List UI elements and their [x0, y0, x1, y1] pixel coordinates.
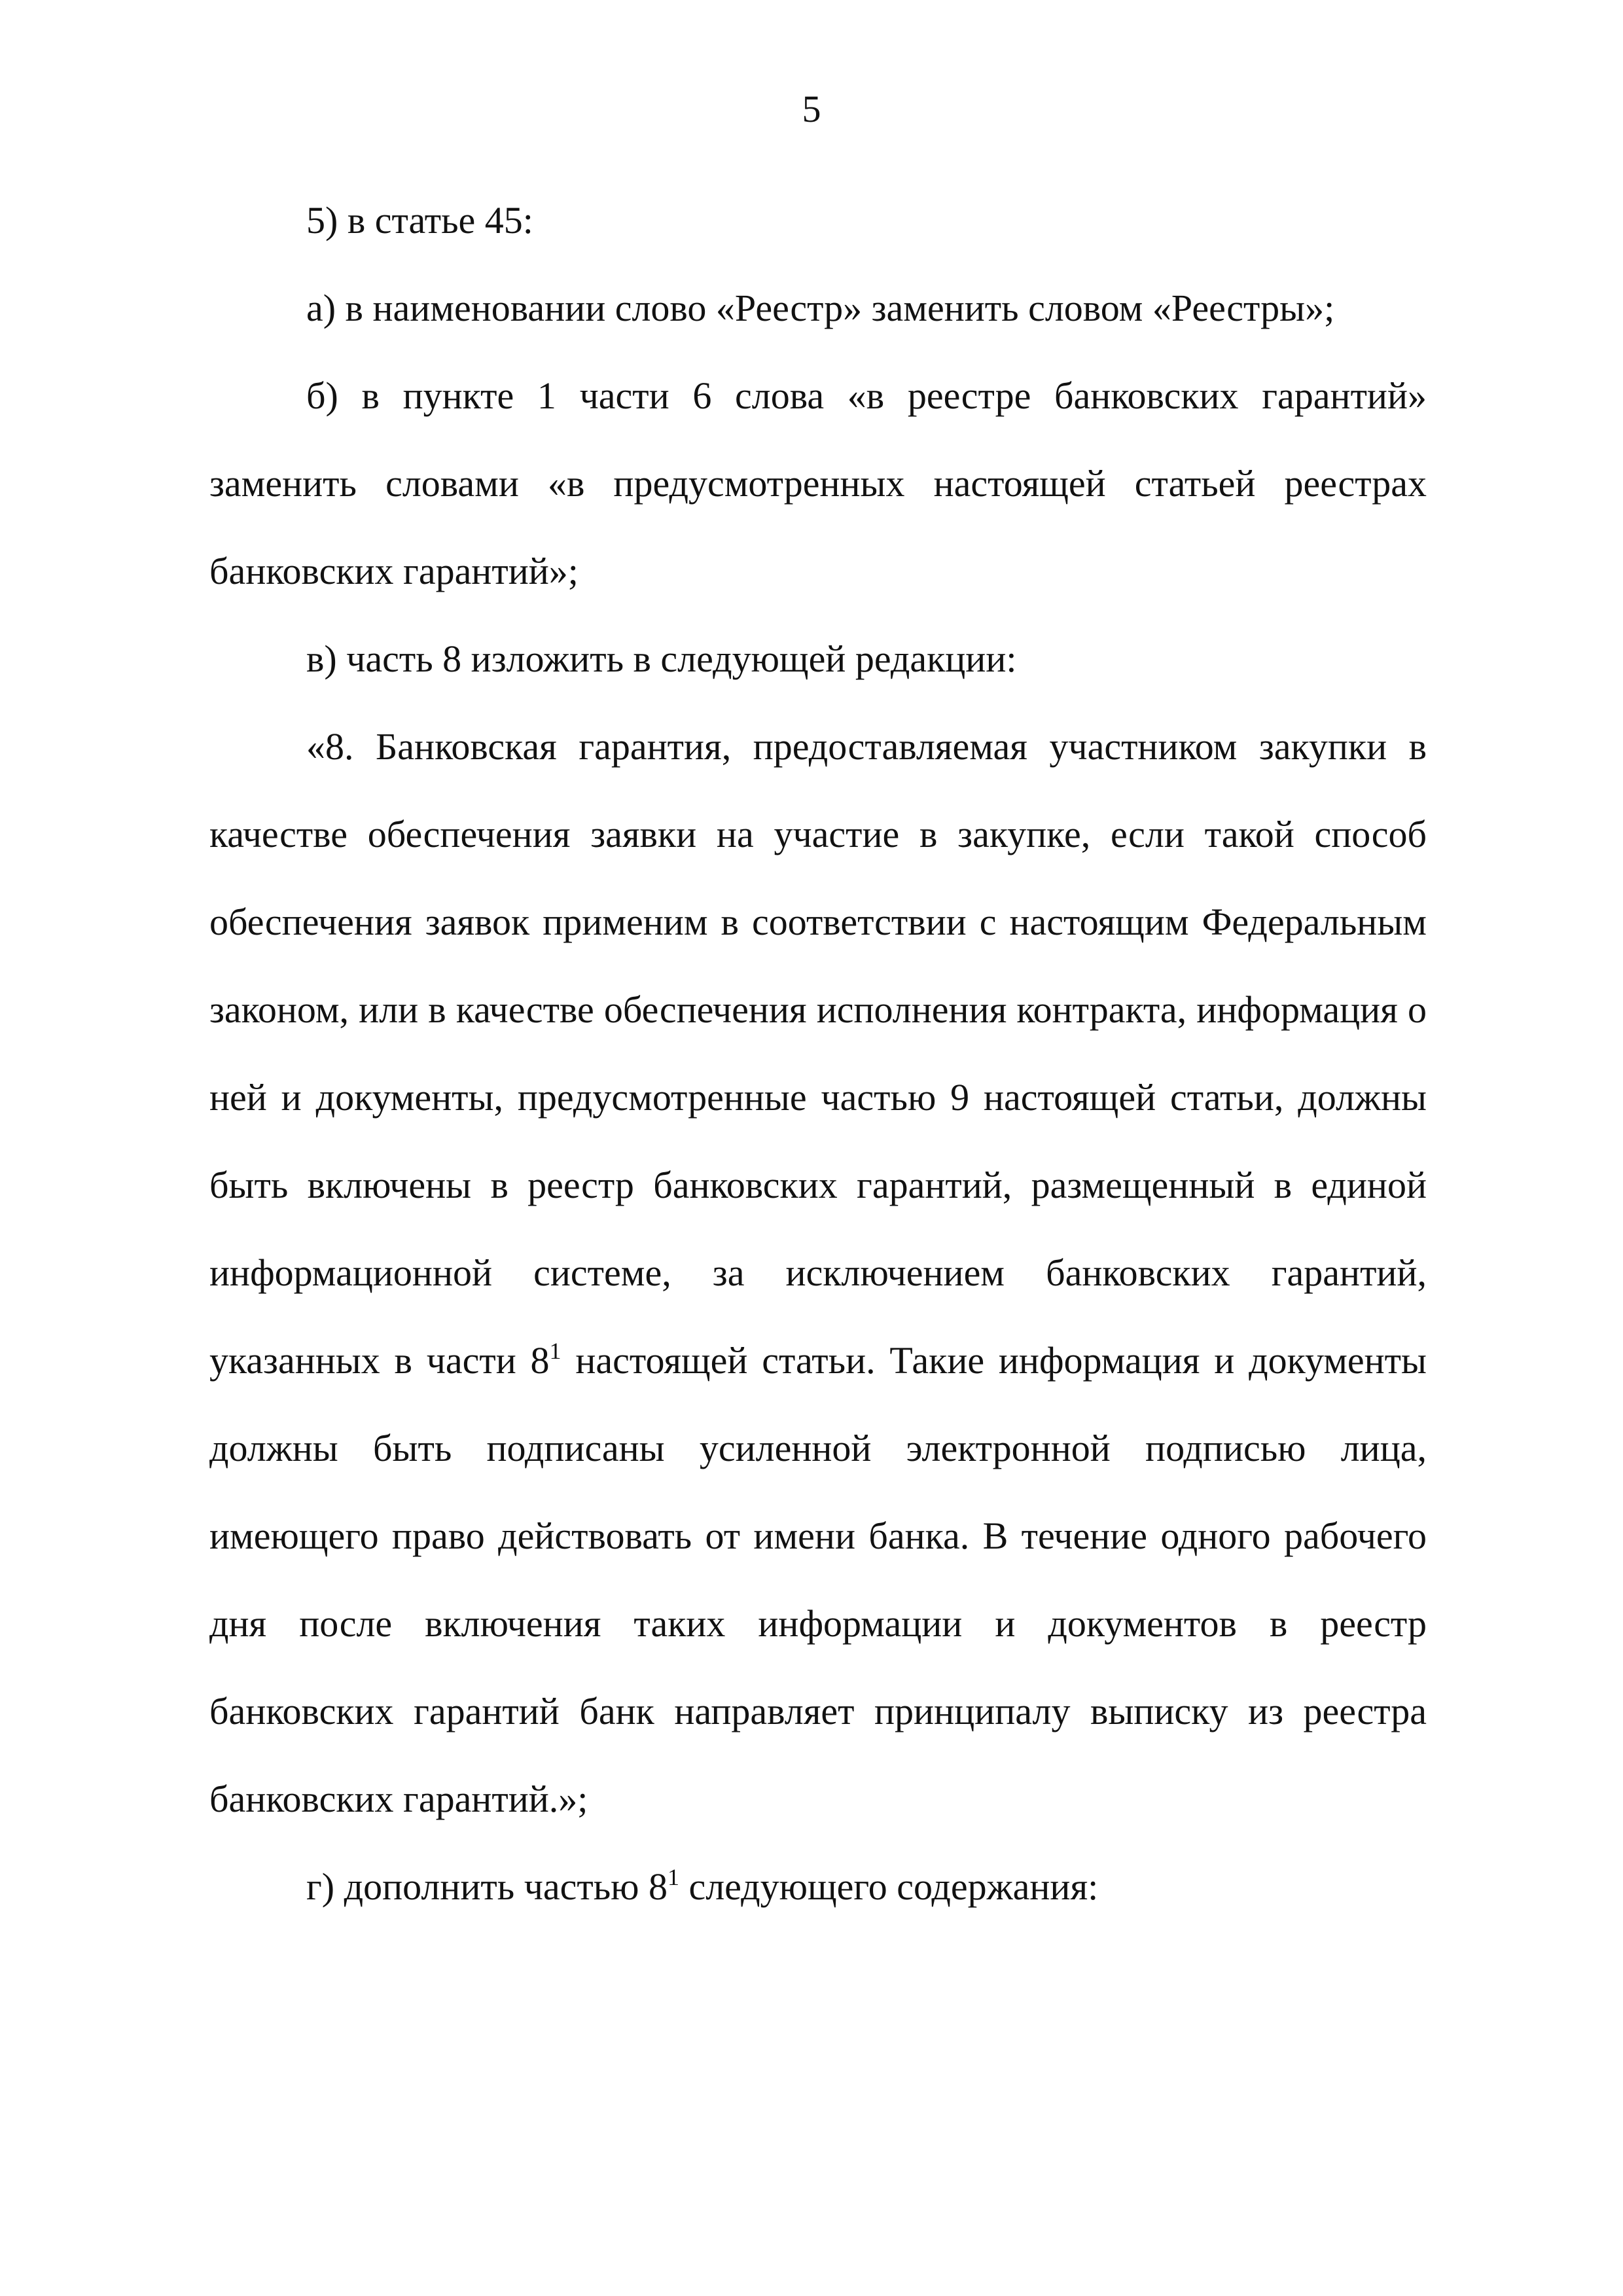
text-segment: настоящей статьи. Такие информация и документы должны быть подписаны усиленной электронной подписью лица, имеющего право действовать от имени банка. В течение одного рабочего дня после включения таких информации и документов в реестр банковских гарантий банк направляет принципалу выписку из реестра банковских гарантий.»;: [209, 1339, 1427, 1820]
part-reference: [649, 1865, 679, 1908]
paragraph-item-a: а) в наименовании слово «Реестр» заменить словом «Реестры»;: [306, 287, 1335, 329]
reference-number: 8: [530, 1339, 550, 1382]
paragraph-item-v: в) часть 8 изложить в следующей редакции:: [306, 637, 1017, 680]
text-segment: следующего содержания:: [679, 1865, 1099, 1908]
paragraph-item-b: б) в пункте 1 части 6 слова «в реестре банковских гарантий» заменить словами «в предусмотренных настоящей статьей реестрах банковских гарантий»;: [209, 374, 1427, 592]
reference-superscript: 1: [549, 1338, 562, 1364]
paragraph-part-8-text: [209, 703, 1427, 1843]
text-segment: «8. Банковская гарантия, предоставляемая участником закупки в качестве обеспечения заявки на участие в закупке, если такой способ обеспечения заявок применим в соответствии с настоящим Федеральным законом, или в качестве обеспечения исполнения контракта, информация о ней и документы, предусмотренные частью 9 настоящей статьи, должны быть включены в реестр банковских гарантий, размещенный в единой информационной системе, за исключением банковских гарантий, указанных в части: [209, 725, 1427, 1382]
part-reference: [531, 1339, 562, 1382]
paragraph-item-g: [209, 1843, 1427, 1931]
reference-number: 8: [649, 1865, 668, 1908]
page-number: 5: [802, 88, 821, 130]
document-body: [209, 177, 1427, 1931]
text-segment: г) дополнить частью: [306, 1865, 649, 1908]
paragraph-item-5: 5) в статье 45:: [306, 199, 533, 242]
reference-superscript: 1: [668, 1864, 679, 1890]
